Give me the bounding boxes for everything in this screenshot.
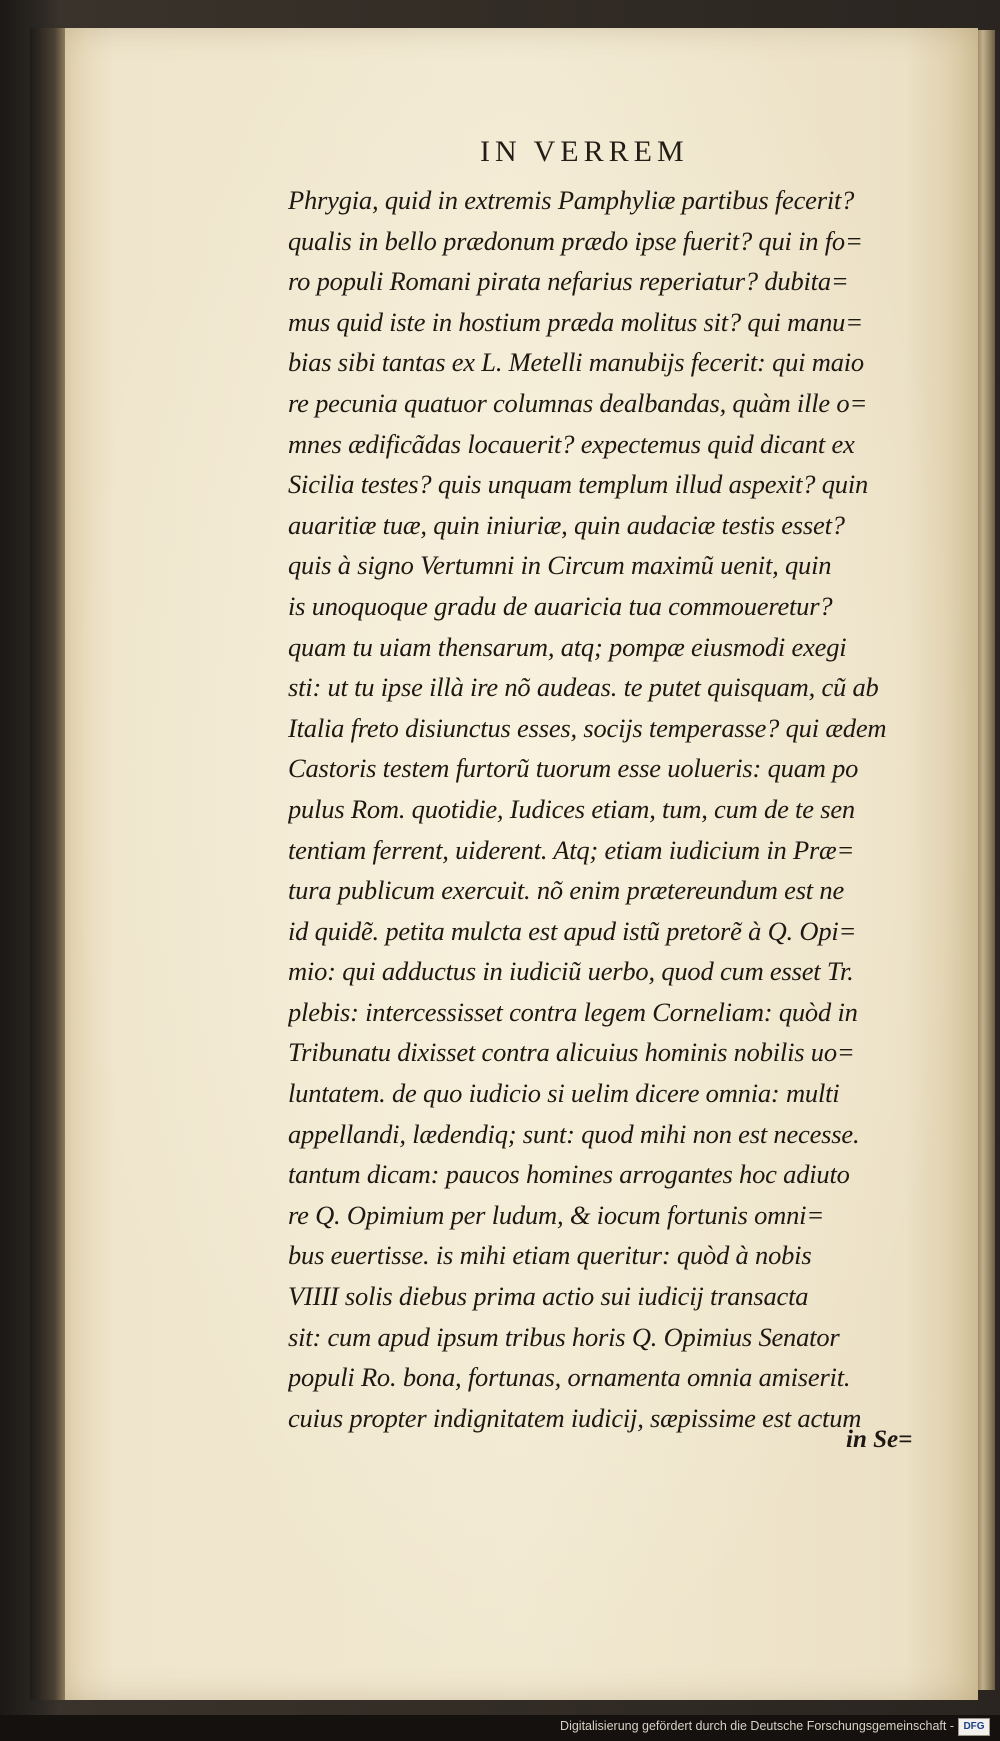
text-line: id quidẽ. petita mulcta est apud istũ pretorẽ à Q. Opi= xyxy=(288,915,857,946)
text-line: tentiam ferrent, uiderent. Atq; etiam iudicium in Præ= xyxy=(288,834,855,865)
text-line: Tribunatu dixisset contra alicuius hominis nobilis uo= xyxy=(288,1037,855,1068)
text-line: quam tu uiam thensarum, atq; pompæ eiusmodi exegi xyxy=(288,631,847,662)
text-line: populi Ro. bona, fortunas, ornamenta omnia amiserit. xyxy=(288,1362,851,1393)
text-line: sti: ut tu ipse illà ire nõ audeas. te putet quisquam, cũ ab xyxy=(288,672,879,703)
text-line: qualis in bello prædonum prædo ipse fuerit? qui in fo= xyxy=(288,225,863,256)
page-edge xyxy=(975,30,995,1690)
text-line: cuius propter indignitatem iudicij, sæpissime est actum xyxy=(288,1402,862,1433)
text-line: mio: qui adductus in iudiciũ uerbo, quod cum esset Tr. xyxy=(288,956,854,987)
text-line: quis à signo Vertumni in Circum maximũ uenit, quin xyxy=(288,550,832,581)
text-line: mnes ædificãdas locauerit? expectemus quid dicant ex xyxy=(288,428,855,459)
text-line: appellandi, lædendiq; sunt: quod mihi non est necesse. xyxy=(288,1118,860,1149)
text-block xyxy=(288,180,938,1438)
text-line: ro populi Romani pirata nefarius reperiatur? dubita= xyxy=(288,266,849,297)
text-line: bias sibi tantas ex L. Metelli manubijs fecerit: qui maio xyxy=(288,347,864,378)
text-line: VIIII solis diebus prima actio sui iudicij transacta xyxy=(288,1281,809,1312)
text-line: pulus Rom. quotidie, Iudices etiam, tum, cum de te sen xyxy=(288,793,855,824)
text-line: tura publicum exercuit. nõ enim prætereundum est ne xyxy=(288,875,845,906)
catchword: in Se= xyxy=(846,1426,913,1453)
text-line: luntatem. de quo iudicio si uelim dicere omnia: multi xyxy=(288,1078,840,1109)
text-line: sit: cum apud ipsum tribus horis Q. Opimius Senator xyxy=(288,1321,840,1352)
text-line: auaritiæ tuæ, quin iniuriæ, quin audaciæ testis esset? xyxy=(288,509,845,540)
dfg-logo: DFG xyxy=(958,1718,990,1736)
text-line: re Q. Opimium per ludum, & iocum fortunis omni= xyxy=(288,1199,825,1230)
text-line: plebis: intercessisset contra legem Corneliam: quòd in xyxy=(288,996,858,1027)
text-line: Phrygia, quid in extremis Pamphyliæ partibus fecerit? xyxy=(288,185,855,215)
text-line: tantum dicam: paucos homines arrogantes hoc adiuto xyxy=(288,1159,850,1190)
text-line: re pecunia quatuor columnas dealbandas, quàm ille o= xyxy=(288,387,868,418)
text-line: bus euertisse. is mihi etiam queritur: quòd à nobis xyxy=(288,1240,812,1271)
text-line: Italia freto disiunctus esses, socijs temperasse? qui ædem xyxy=(288,712,887,743)
text-line: Castoris testem furtorũ tuorum esse uolueris: quam po xyxy=(288,753,859,784)
funding-credit: Digitalisierung gefördert durch die Deutsche Forschungsgemeinschaft - xyxy=(560,1719,954,1733)
text-line: Sicilia testes? quis unquam templum illud aspexit? quin xyxy=(288,469,869,500)
text-line: is unoquoque gradu de auaricia tua commoueretur? xyxy=(288,590,833,621)
text-line: mus quid iste in hostium præda molitus sit? qui manu= xyxy=(288,306,863,337)
running-head: IN VERREM xyxy=(480,135,689,168)
gutter-shadow xyxy=(30,28,65,1700)
